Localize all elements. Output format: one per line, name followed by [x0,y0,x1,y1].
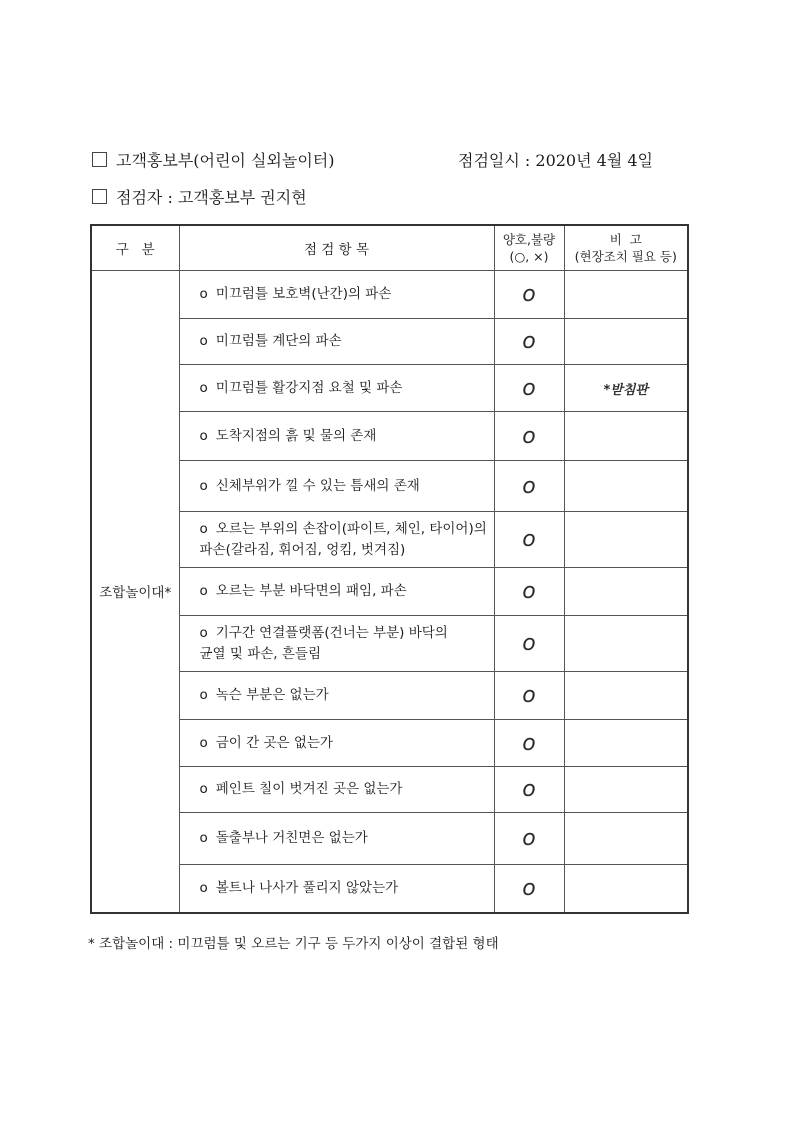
check-item [179,365,494,412]
result-mark: o [494,412,564,461]
table-row [91,616,688,672]
check-item [179,271,494,319]
check-item [179,865,494,913]
check-item-text-cont: 파손(갈라짐, 휘어짐, 엉킴, 벗겨짐) [199,541,406,558]
result-mark: o [494,672,564,720]
bullet: o [199,477,208,494]
check-item [179,412,494,461]
note-cell [564,865,688,913]
table-row [91,720,688,767]
header-note-label: 비 고 [609,232,642,247]
table-row [91,271,688,319]
inspector: 점검자 : 고객홍보부 권지현 [116,188,307,207]
header-line-1 [92,148,335,171]
check-item-text: 오르는 부위의 손잡이(파이트, 체인, 타이어)의 [215,520,487,537]
check-item-text: 녹슨 부분은 없는가 [215,687,329,703]
table-header-row [91,225,688,271]
check-item-text: 미끄럼틀 활강지점 요철 및 파손 [215,379,403,396]
check-item [179,672,494,720]
bullet: o [199,830,208,846]
header-result-symbols: (○, ×) [509,249,549,264]
check-item-text: 오르는 부분 바닥면의 패임, 파손 [215,583,407,599]
check-item-text: 미끄럼틀 계단의 파손 [215,333,342,349]
header-note [564,225,688,271]
checkbox-icon [92,152,107,167]
bullet: o [199,734,208,751]
table-row [91,865,688,913]
note-cell [564,616,688,672]
table-row [91,461,688,512]
check-item-text: 돌출부나 거친면은 없는가 [215,830,368,846]
note-cell [564,568,688,616]
table-row [91,813,688,865]
bullet: o [199,624,208,641]
note-cell [564,412,688,461]
result-mark: o [494,461,564,512]
result-mark: o [494,271,564,319]
bullet: o [199,520,208,537]
note-cell [564,319,688,365]
check-item-text: 신체부위가 낄 수 있는 틈새의 존재 [215,477,420,494]
header-items: 점 검 항 목 [179,225,494,271]
result-mark: o [494,813,564,865]
bullet: o [199,879,208,896]
result-mark: o [494,720,564,767]
check-item [179,568,494,616]
note-cell [564,672,688,720]
check-item [179,319,494,365]
table-row [91,672,688,720]
check-item [179,512,494,568]
inspection-date: 점검일시 : 2020년 4월 4일 [458,151,654,170]
check-item [179,813,494,865]
result-mark: o [494,512,564,568]
result-mark: o [494,616,564,672]
check-item [179,616,494,672]
check-item-text: 페인트 칠이 벗겨진 곳은 없는가 [215,781,403,797]
bullet: o [199,333,208,349]
check-item-text: 미끄럼틀 보호벽(난간)의 파손 [215,286,392,302]
table-row [91,512,688,568]
table-row [91,365,688,412]
note-cell [564,813,688,865]
note-cell [564,512,688,568]
category-cell: 조합놀이대* [91,271,179,913]
check-item-text: 도착지점의 흙 및 물의 존재 [215,427,377,444]
table-row [91,767,688,813]
result-mark: o [494,767,564,813]
check-item [179,720,494,767]
table-row [91,319,688,365]
header-note-sub: (현장조치 필요 등) [574,249,677,264]
header-category: 구 분 [91,225,179,271]
check-item-text: 기구간 연결플랫폼(건너는 부분) 바닥의 [215,624,448,641]
check-item [179,461,494,512]
result-mark: o [494,319,564,365]
note-cell [564,271,688,319]
note-cell [564,720,688,767]
header-result [494,225,564,271]
bullet: o [199,583,208,599]
note-cell [564,461,688,512]
facility-title: 고객홍보부(어린이 실외놀이터) [116,151,335,170]
checkbox-icon [92,189,107,204]
bullet: o [199,379,208,396]
bullet: o [199,427,208,444]
result-mark: o [494,865,564,913]
header-line-2 [92,185,307,208]
check-item-text: 금이 간 곳은 없는가 [215,734,333,751]
inspection-table [90,224,689,914]
bullet: o [199,286,208,302]
check-item-text-cont: 균열 및 파손, 흔들림 [199,645,321,662]
result-mark: o [494,365,564,412]
note-cell [564,767,688,813]
note-cell: *받침판 [564,365,688,412]
result-mark: o [494,568,564,616]
bullet: o [199,687,208,703]
check-item [179,767,494,813]
check-item-text: 볼트나 나사가 풀리지 않았는가 [215,879,399,896]
header-result-label: 양호,불량 [502,232,556,247]
table-row [91,412,688,461]
table-row [91,568,688,616]
footnote: * 조합놀이대 : 미끄럼틀 및 오르는 기구 등 두가지 이상이 결합된 형태 [88,936,499,952]
bullet: o [199,781,208,797]
